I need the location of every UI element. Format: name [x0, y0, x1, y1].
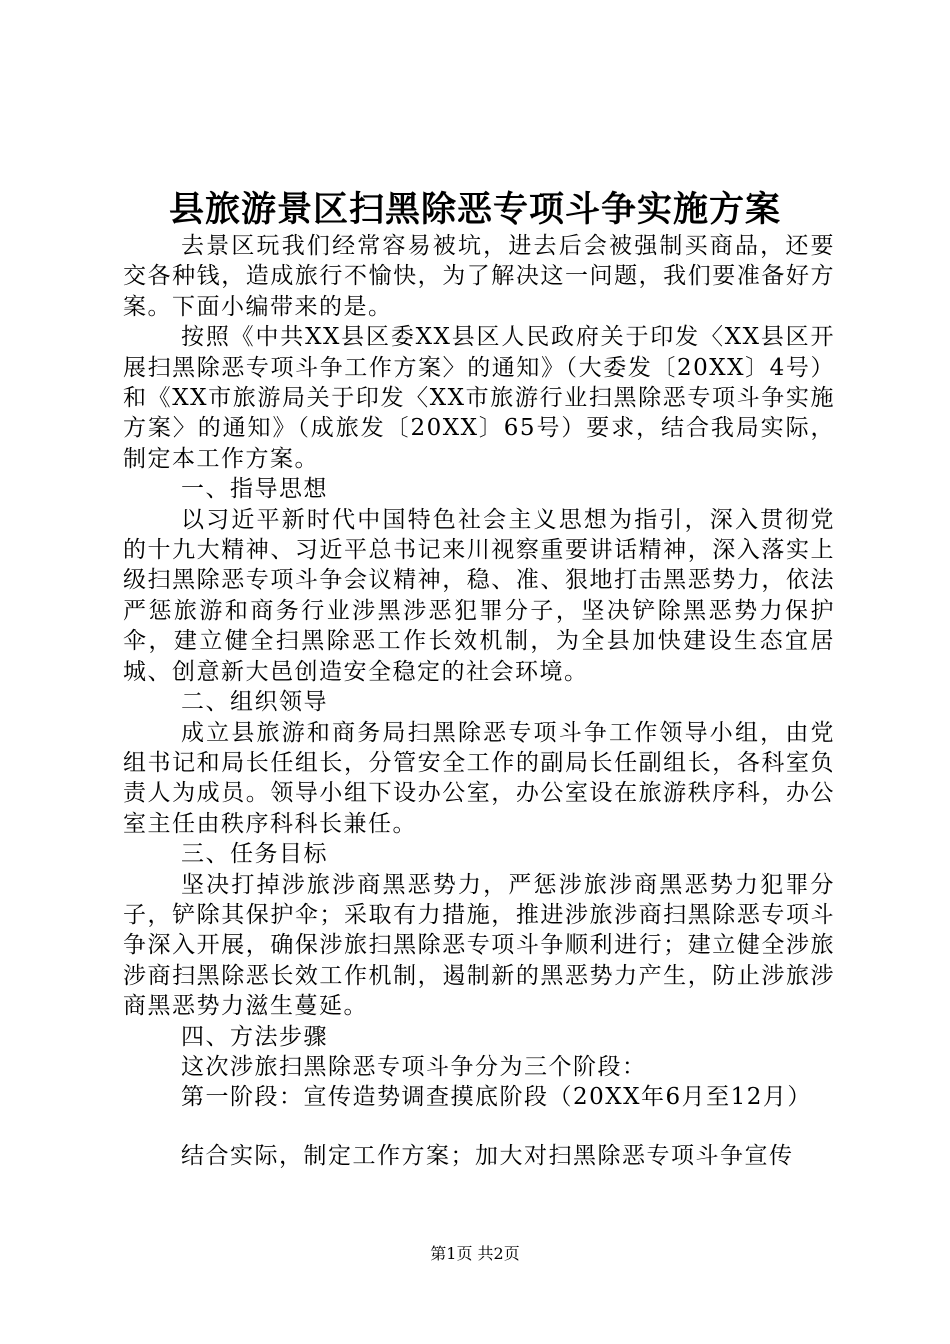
paragraph-gap	[123, 1113, 835, 1141]
basis-paragraph: 按照《中共XX县区委XX县区人民政府关于印发〈XX县区开展扫黑除恶专项斗争工作方案〉的通知》（大委发〔20XX〕4号）和《XX市旅游局关于印发〈XX市旅游行业扫黑除恶专项斗争实施方案〉的通知》（成旅发〔20XX〕65号）要求，结合我局实际，制定本工作方案。	[123, 324, 835, 472]
phase-one-paragraph: 第一阶段：宣传造势调查摸底阶段（20XX年6月至12月）	[181, 1084, 812, 1111]
intro-paragraph: 去景区玩我们经常容易被坑，进去后会被强制买商品，还要交各种钱，造成旅行不愉快，为了解决这一问题，我们要准备好方案。下面小编带来的是。	[123, 233, 835, 320]
phase-one-detail-paragraph: 结合实际，制定工作方案；加大对扫黑除恶专项斗争宣传	[181, 1142, 794, 1169]
goals-paragraph: 坚决打掉涉旅涉商黑恶势力，严惩涉旅涉商黑恶势力犯罪分子，铲除其保护伞；采取有力措施，推进涉旅涉商扫黑除恶专项斗争深入开展，确保涉旅扫黑除恶专项斗争顺利进行；建立健全涉旅涉商扫黑除恶长效工作机制，遏制新的黑恶势力产生，防止涉旅涉商黑恶势力滋生蔓延。	[123, 871, 835, 1020]
section-heading-goals: 三、任务目标	[181, 841, 328, 868]
document-body	[123, 231, 835, 1171]
section-heading-steps: 四、方法步骤	[181, 1023, 328, 1050]
page-footer: 第1页 共2页	[430, 1244, 520, 1263]
document-title: 县旅游景区扫黑除恶专项斗争实施方案	[168, 189, 781, 230]
section-heading-organization: 二、组织领导	[181, 689, 328, 716]
steps-intro-paragraph: 这次涉旅扫黑除恶专项斗争分为三个阶段：	[181, 1053, 647, 1080]
section-heading-guiding-ideology: 一、指导思想	[181, 476, 328, 503]
organization-paragraph: 成立县旅游和商务局扫黑除恶专项斗争工作领导小组，由党组书记和局长任组长，分管安全工作的副局长任副组长，各科室负责人为成员。领导小组下设办公室，办公室设在旅游秩序科，办公室主任由秩序科科长兼任。	[123, 719, 835, 837]
guiding-ideology-paragraph: 以习近平新时代中国特色社会主义思想为指引，深入贯彻党的十九大精神、习近平总书记来川视察重要讲话精神，深入落实上级扫黑除恶专项斗争会议精神，稳、准、狠地打击黑恶势力，依法严惩旅游和商务行业涉黑涉恶犯罪分子，坚决铲除黑恶势力保护伞，建立健全扫黑除恶工作长效机制，为全县加快建设生态宜居城、创意新大邑创造安全稳定的社会环境。	[123, 506, 835, 685]
